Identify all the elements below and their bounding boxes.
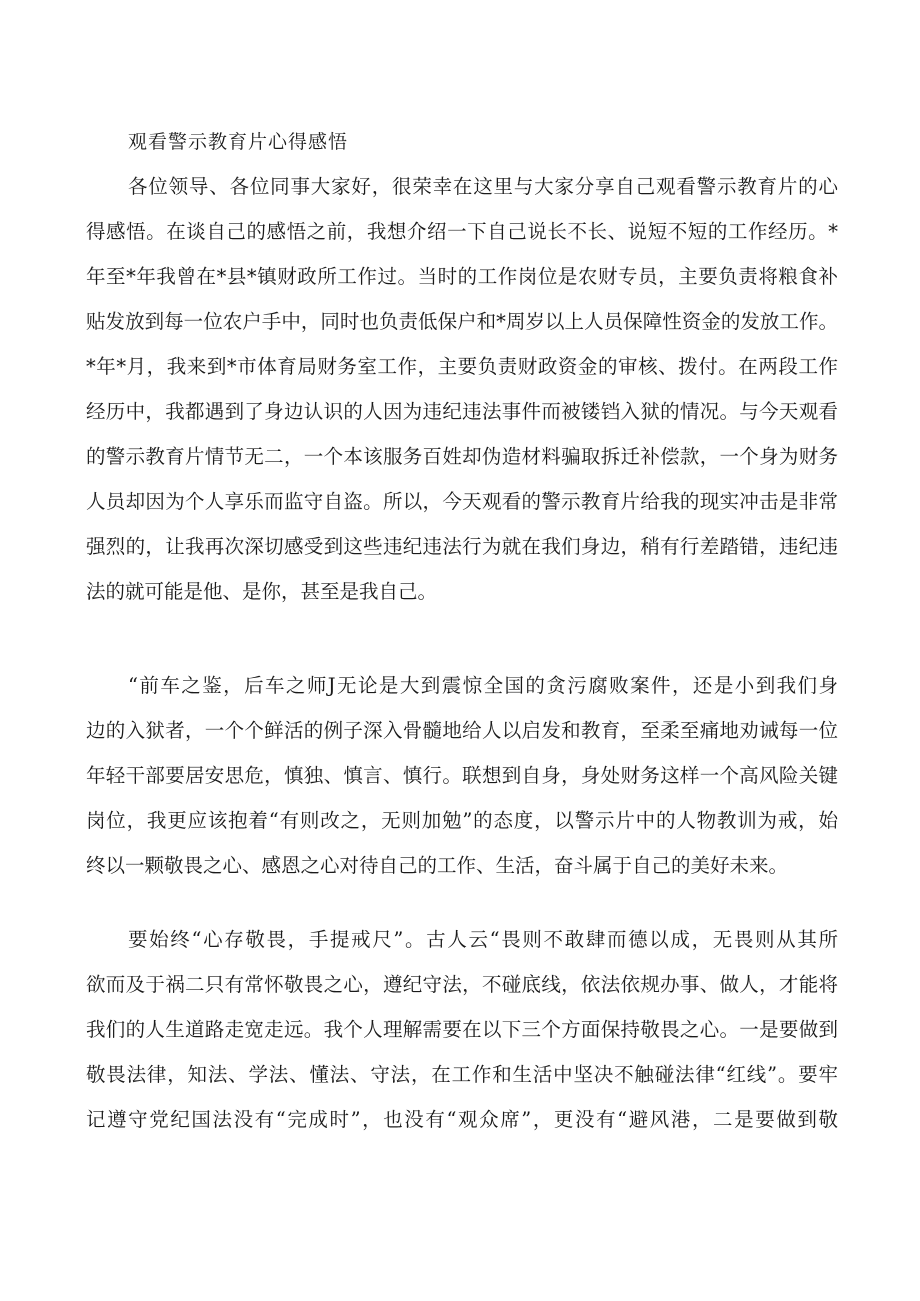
paragraph-2 [86,663,838,888]
document-title: 观看警示教育片心得感悟 [128,131,349,153]
text-line: 岗位，我更应该抱着“有则改之，无则加勉”的态度，以警示片中的人物教训为戒，始 [86,809,838,832]
text-line: 边的入狱者，一个个鲜活的例子深入骨髓地给人以启发和教育，至柔至痛地劝诫每一位 [86,719,838,742]
text-line: 人员却因为个人享乐而监守自盗。所以，今天观看的警示教育片给我的现实冲击是非常 [86,490,838,513]
text-line: 欲而及于祸二只有常怀敬畏之心，遵纪守法，不碰底线，依法依规办事、做人，才能将 [86,973,838,996]
text-line: 记遵守党纪国法没有“完成时”，也没有“观众席”，更没有“避风港，二是要做到敬 [86,1108,838,1131]
text-line: 得感悟。在谈自己的感悟之前，我想介绍一下自己说长不长、说短不短的工作经历。* [86,220,838,243]
text-line: 年至*年我曾在*县*镇财政所工作过。当时的工作岗位是农财专员，主要负责将粮食补 [86,265,838,288]
paragraph-3 [86,917,838,1142]
text-line: “前车之鉴，后车之师J无论是大到震惊全国的贪污腐败案件，还是小到我们身 [128,674,838,697]
text-line: 终以一颗敬畏之心、感恩之心对待自己的工作、生活，奋斗属于自己的美好未来。 [86,854,789,877]
text-line: 的警示教育片情节无二，一个本该服务百姓却伪造材料骗取拆迁补偿款，一个身为财务 [86,445,838,468]
text-line: 我们的人生道路走宽走远。我个人理解需要在以下三个方面保持敬畏之心。一是要做到 [86,1018,838,1041]
text-line: 贴发放到每一位农户手中，同时也负责低保户和*周岁以上人员保障性资金的发放工作。 [86,310,838,333]
text-line: 年轻干部要居安思危，慎独、慎言、慎行。联想到自身，身处财务这样一个高风险关键 [86,764,838,787]
text-line: 强烈的，让我再次深切感受到这些违纪违法行为就在我们身边，稍有行差踏错，违纪违 [86,535,838,558]
text-line: 要始终“心存敬畏，手提戒尺”。古人云“畏则不敢肆而德以成，无畏则从其所 [128,928,838,951]
text-line: *年*月，我来到*市体育局财务室工作，主要负责财政资金的审核、拨付。在两段工作 [86,355,838,378]
text-line: 经历中，我都遇到了身边认识的人因为违纪违法事件而被镂铛入狱的情况。与今天观看 [86,400,838,423]
paragraph-1 [86,164,838,614]
text-line: 法的就可能是他、是你，甚至是我自己。 [86,580,438,603]
text-line: 敬畏法律，知法、学法、懂法、守法，在工作和生活中坚决不触碰法律“红线”。要牢 [86,1063,838,1086]
text-line: 各位领导、各位同事大家好，很荣幸在这里与大家分享自己观看警示教育片的心 [128,175,838,198]
